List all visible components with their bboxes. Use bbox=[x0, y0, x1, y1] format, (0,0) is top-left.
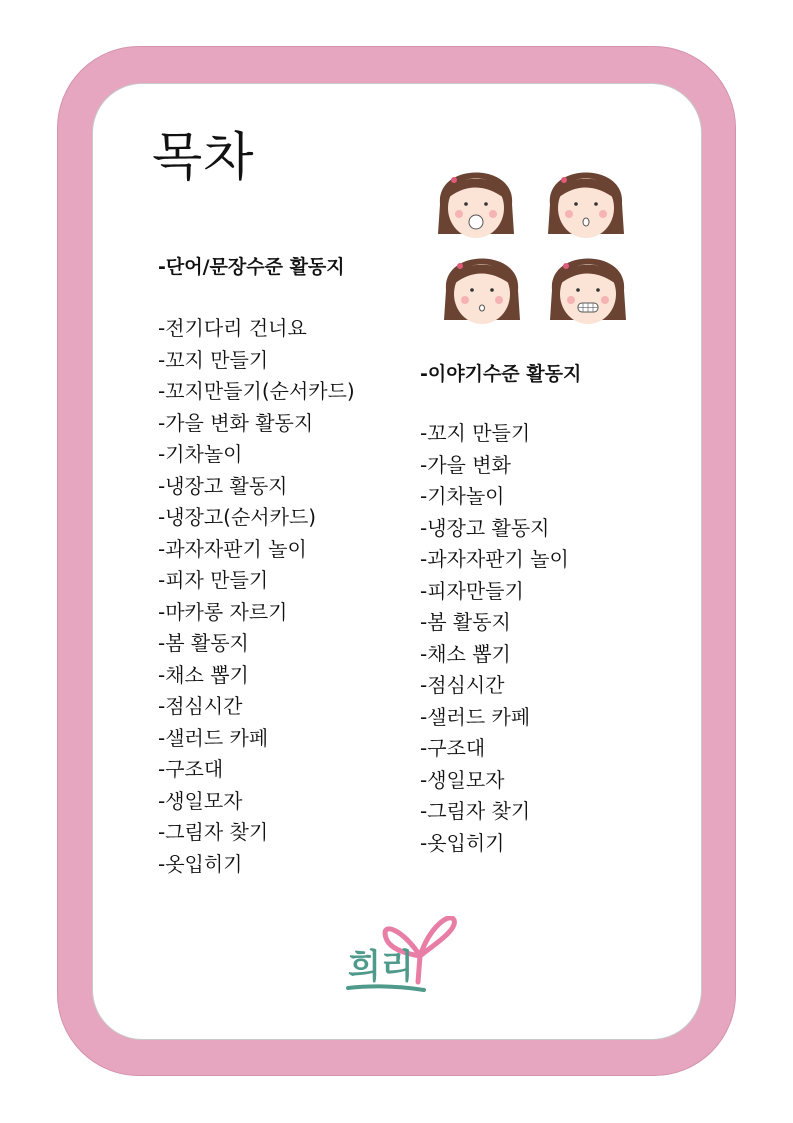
section-heading-story: -이야기수준 활동지 bbox=[420, 363, 582, 385]
activity-list-item: -꼬지 만들기 bbox=[158, 347, 269, 372]
logo-text: 희리 bbox=[348, 947, 414, 987]
activity-list-item: -전기다리 건너요 bbox=[158, 316, 307, 340]
activity-list-item: -피자만들기 bbox=[420, 578, 524, 603]
activity-list-item: -그림자 찾기 bbox=[158, 820, 269, 844]
activity-list-item: -봄 활동지 bbox=[420, 610, 511, 634]
activity-list-item: -과자자판기 놀이 bbox=[158, 536, 307, 561]
activity-list-item: -생일모자 bbox=[158, 788, 243, 813]
activity-list-item: -기차놀이 bbox=[158, 442, 243, 466]
activity-list-item: -봄 활동지 bbox=[158, 631, 249, 655]
section-heading-word-sentence: -단어/문장수준 활동지 bbox=[158, 256, 345, 278]
activity-list-item: -과자자판기 놀이 bbox=[420, 547, 569, 571]
activity-list-item: -구조대 bbox=[420, 736, 486, 760]
face-round-mouth-icon bbox=[548, 173, 624, 239]
activity-list-item: -샐러드 카페 bbox=[420, 704, 531, 729]
hiri-logo bbox=[340, 916, 464, 1000]
word-sentence-activity-list bbox=[158, 313, 355, 880]
activity-list-item: -피자 만들기 bbox=[158, 568, 269, 592]
face-open-mouth-icon bbox=[438, 173, 514, 239]
activity-list-item: -냉장고 활동지 bbox=[420, 515, 550, 540]
face-illustrations bbox=[430, 160, 640, 330]
page-title: 목차 bbox=[152, 128, 255, 188]
activity-list-item: -생일모자 bbox=[420, 767, 505, 792]
activity-list-item: -꼬지 만들기 bbox=[420, 421, 531, 445]
activity-list-item: -가을 변화 활동지 bbox=[158, 410, 314, 435]
activity-list-item: -냉장고(순서카드) bbox=[158, 505, 317, 529]
activity-list-item: -냉장고 활동지 bbox=[158, 473, 288, 498]
activity-list-item: -기차놀이 bbox=[420, 484, 505, 508]
activity-list-item: -꼬지만들기(순서카드) bbox=[158, 379, 355, 403]
activity-list-item: -점심시간 bbox=[420, 673, 505, 697]
activity-list-item: -구조대 bbox=[158, 757, 224, 781]
activity-list-item: -가을 변화 bbox=[420, 452, 511, 477]
activity-list-item: -마카롱 자르기 bbox=[158, 599, 288, 624]
activity-list-item: -점심시간 bbox=[158, 694, 243, 718]
activity-list-item: -채소 뽑기 bbox=[420, 641, 511, 666]
activity-list-item: -샐러드 카페 bbox=[158, 725, 269, 750]
activity-list-item: -채소 뽑기 bbox=[158, 662, 249, 687]
story-activity-list bbox=[420, 418, 569, 859]
face-small-mouth-icon bbox=[444, 259, 520, 325]
face-teeth-icon bbox=[550, 259, 626, 325]
activity-list-item: -옷입히기 bbox=[420, 830, 505, 855]
activity-list-item: -옷입히기 bbox=[158, 851, 243, 876]
activity-list-item: -그림자 찾기 bbox=[420, 799, 531, 823]
